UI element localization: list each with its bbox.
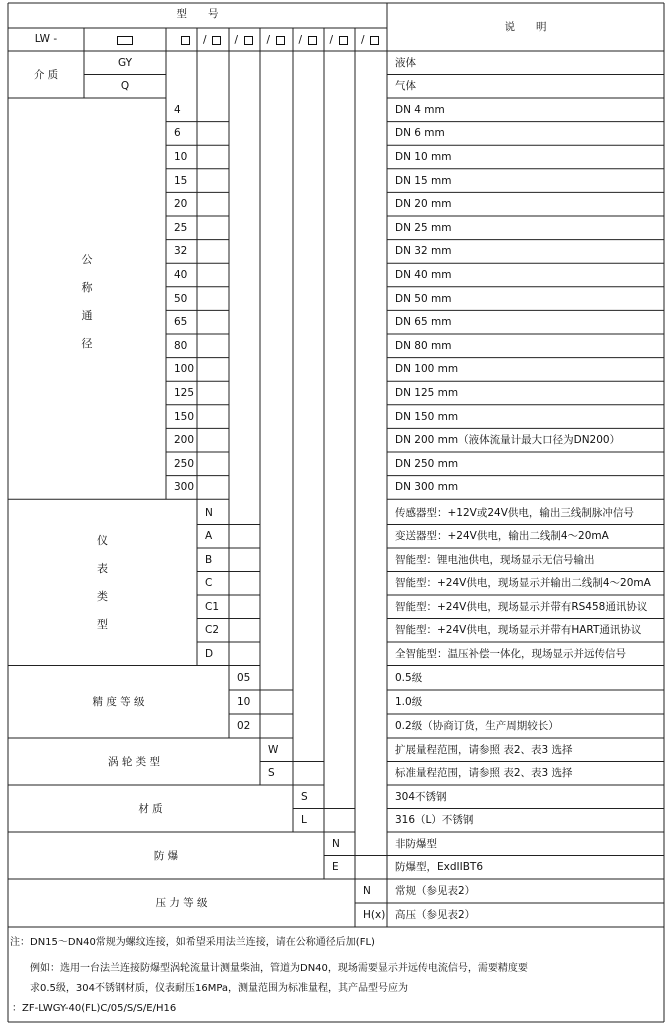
diameter-code: 20 [174, 198, 188, 211]
model-slot-separator: / [329, 34, 334, 46]
model-slot-separator: / [203, 34, 207, 46]
diameter-description: DN 50 mm [395, 292, 452, 305]
instrument-label-char: 仪 [97, 534, 108, 548]
model-slot-box [308, 36, 317, 45]
material-label: 材 质 [138, 802, 163, 815]
diameter-code: 4 [174, 103, 181, 116]
diameter-description: DN 250 mm [395, 457, 459, 470]
note-line-1: 注：DN15～DN40常规为螺纹连接，如希望采用法兰连接，请在公称通径后加(FL) [10, 937, 375, 948]
instrument-code: N [205, 506, 213, 519]
turbine-code: S [268, 767, 275, 780]
diameter-description: DN 100 mm [395, 363, 459, 376]
explosion-code: E [332, 861, 339, 874]
instrument-label-char: 型 [97, 618, 108, 632]
accuracy-description: 1.0级 [395, 696, 423, 708]
model-slot-separator: / [234, 34, 239, 46]
instrument-description: 智能型：+24V供电，现场显示并输出二线制4～20mA [395, 577, 651, 590]
diameter-code: 40 [174, 269, 188, 281]
diameter-description: DN 4 mm [395, 103, 445, 116]
diameter-code: 300 [174, 481, 195, 494]
medium-description: 气体 [395, 80, 416, 93]
accuracy-code: 05 [237, 672, 251, 684]
instrument-code: A [205, 530, 213, 543]
turbine-description: 扩展量程范围，请参照 表2、表3 选择 [395, 743, 573, 756]
instrument-code: C [205, 577, 213, 590]
model-slot-box [339, 36, 348, 45]
instrument-code: B [205, 553, 213, 566]
material-description: 304不锈钢 [395, 790, 447, 803]
instrument-description: 智能型：+24V供电，现场显示并带有HART通讯协议 [395, 624, 642, 637]
diameter-description: DN 32 mm [395, 245, 452, 258]
diameter-description: DN 65 mm [395, 316, 452, 329]
diameter-description: DN 125 mm [395, 387, 459, 399]
diameter-description: DN 6 mm [395, 127, 445, 140]
model-slot-separator: / [361, 34, 365, 46]
pressure-description: 常规（参见表2） [395, 885, 476, 897]
instrument-label-char: 类 [97, 590, 108, 604]
diameter-description: DN 150 mm [395, 410, 459, 423]
diameter-label-char: 称 [81, 280, 93, 294]
diameter-description: DN 300 mm [395, 481, 459, 494]
diameter-code: 100 [174, 363, 195, 376]
material-code: S [301, 790, 308, 803]
instrument-code: C2 [205, 624, 220, 637]
explosion-label: 防 爆 [153, 849, 179, 862]
explosion-description: 防爆型，ExdIIBT6 [395, 861, 484, 874]
model-slot-box [276, 36, 285, 45]
instrument-description: 传感器型：+12V或24V供电，输出三线制脉冲信号 [395, 506, 634, 519]
diameter-description: DN 80 mm [395, 339, 452, 352]
diameter-description: DN 20 mm [395, 198, 452, 211]
diameter-code: 250 [174, 457, 195, 470]
accuracy-code: 10 [237, 696, 251, 708]
diameter-code: 65 [174, 316, 188, 329]
diameter-code: 80 [174, 339, 188, 352]
explosion-description: 非防爆型 [395, 837, 437, 850]
medium-code: GY [117, 56, 133, 69]
instrument-description: 智能型：锂电池供电，现场显示无信号输出 [395, 553, 595, 566]
instrument-label-char: 表 [97, 562, 108, 576]
note-line-3: 求0.5级，304不锈钢材质，仪表耐压16MPa，测量范围为标准量程，其产品型号应为 [30, 983, 409, 994]
diameter-code: 6 [174, 127, 181, 140]
diameter-description: DN 200 mm（液体流量计最大口径为DN200） [395, 434, 621, 447]
model-slot-box [212, 36, 221, 45]
diameter-code: 10 [174, 151, 188, 163]
note-line-4: ：ZF-LWGY-40(FL)C/05/S/S/E/H16 [12, 1003, 177, 1014]
diameter-label-char: 公 [81, 252, 93, 266]
diameter-description: DN 25 mm [395, 221, 452, 234]
diameter-description: DN 10 mm [395, 151, 452, 163]
turbine-description: 标准量程范围，请参照 表2、表3 选择 [395, 767, 573, 780]
model-header: 型 号 [176, 8, 219, 20]
medium-label: 介 质 [33, 68, 59, 81]
instrument-code: C1 [205, 600, 220, 613]
diameter-code: 125 [174, 387, 195, 399]
accuracy-description: 0.5级 [395, 672, 423, 684]
diameter-label-char: 径 [81, 336, 93, 350]
diameter-code: 50 [174, 292, 188, 305]
instrument-description: 变送器型：+24V供电，输出二线制4～20mA [395, 530, 609, 543]
model-slot-box [244, 36, 253, 45]
model-slot-separator: / [298, 34, 303, 46]
diameter-code: 150 [174, 410, 195, 423]
model-slot-box [370, 36, 379, 45]
note-line-2: 例如：选用一台法兰连接防爆型涡轮流量计测量柴油，管道为DN40，现场需要显示并远传电流信号，需要精度要 [30, 963, 528, 974]
explosion-code: N [332, 837, 340, 850]
diameter-code: 32 [174, 245, 188, 258]
instrument-description: 智能型：+24V供电，现场显示并带有RS458通讯协议 [395, 600, 648, 613]
model-slot-box [117, 36, 133, 45]
turbine-label: 涡 轮 类 型 [107, 755, 161, 768]
material-description: 316（L）不锈钢 [395, 814, 474, 827]
description-header: 说 明 [504, 21, 547, 33]
model-slot-separator: / [266, 34, 271, 46]
medium-code: Q [120, 80, 130, 93]
pressure-description: 高压（参见表2） [395, 909, 476, 921]
accuracy-description: 0.2级（协商订货，生产周期较长） [395, 720, 559, 732]
pressure-code: H(x) [363, 909, 386, 921]
accuracy-code: 02 [237, 720, 251, 732]
medium-description: 液体 [395, 56, 416, 69]
diameter-code: 200 [174, 434, 195, 447]
model-slot-box [181, 36, 190, 45]
instrument-description: 全智能型：温压补偿一体化，现场显示并远传信号 [395, 647, 626, 660]
instrument-code: D [205, 647, 214, 660]
diameter-code: 25 [174, 221, 188, 234]
pressure-label: 压 力 等 级 [155, 897, 208, 909]
diameter-description: DN 40 mm [395, 269, 452, 281]
material-code: L [301, 814, 307, 827]
model-prefix: LW - [34, 33, 58, 45]
pressure-code: N [363, 885, 371, 897]
diameter-description: DN 15 mm [395, 174, 452, 187]
turbine-code: W [268, 743, 279, 756]
diameter-label-char: 通 [81, 308, 93, 322]
diameter-code: 15 [174, 174, 188, 187]
accuracy-label: 精 度 等 级 [92, 696, 145, 708]
